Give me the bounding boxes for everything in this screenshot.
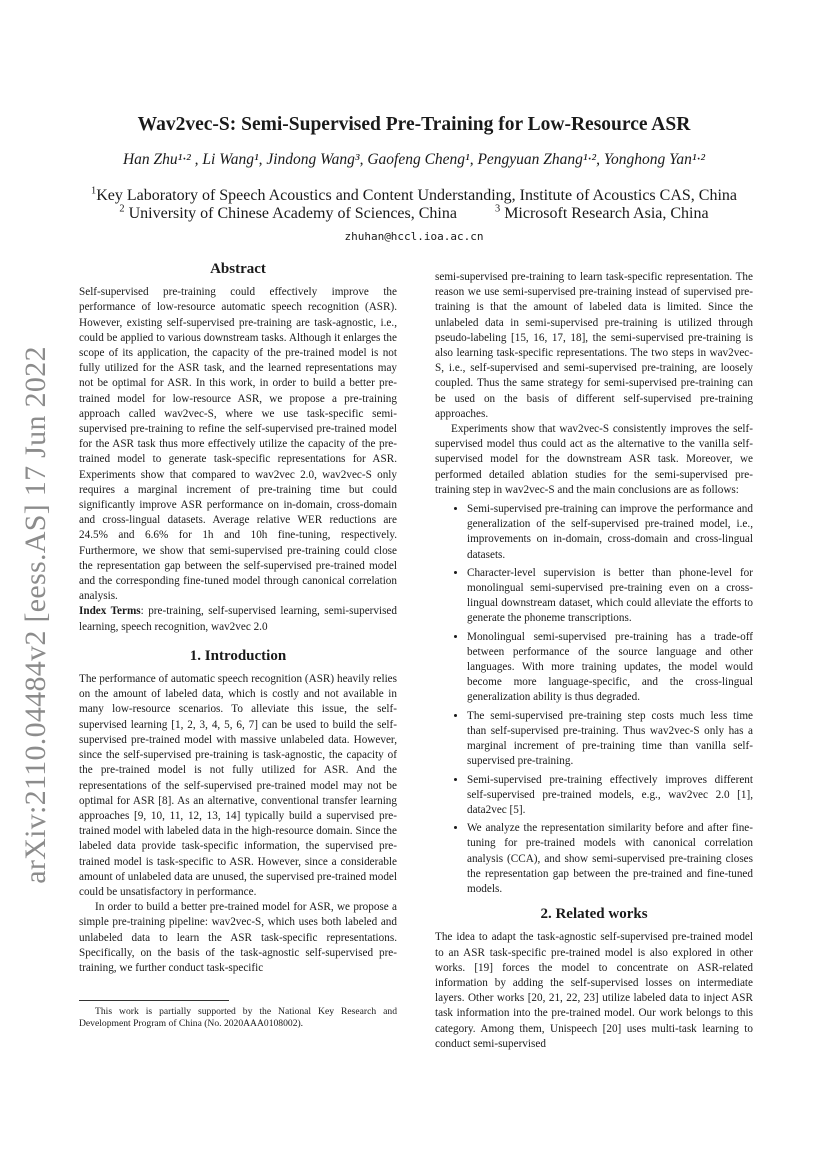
list-item: • We analyze the representation similarity before and after fine-tuning for pre-trained models with canonical correlation analysis (CCA), and show semi-supervised pre-training closes the representation gap between the pre-trained and fine-tuned models. xyxy=(467,821,753,897)
affiliation-1: $^1$Key Laboratory of Speech Acoustics and Content Understanding, Institute of Acoustics CAS, China xyxy=(91,185,737,204)
list-item: • The semi-supervised pre-training step costs much less time than self-supervised pre-training. Thus wav2vec-S only has a marginal increment of pre-training time than vanilla self-supervised pre-training. xyxy=(467,709,753,770)
author-list: Han Zhu¹·² , Li Wang¹, Jindong Wang³, Gaofeng Cheng¹, Pengyuan Zhang¹·², Yonghong Yan¹·² xyxy=(122,151,706,168)
introduction-heading: 1. Introduction xyxy=(189,647,287,664)
footnote-divider xyxy=(79,1000,229,1001)
left-column xyxy=(79,262,397,976)
related-works-heading: 2. Related works xyxy=(540,906,648,923)
list-item: • Character-level supervision is better than phone-level for monolingual semi-supervised pre-training even on a cross-lingual downstream dataset, which could alleviate the efforts to generate the phoneme transcriptions. xyxy=(467,566,753,627)
paper-title: Wav2vec-S: Semi-Supervised Pre-Training for Low-Resource ASR xyxy=(137,114,691,135)
funding-footnote: This work is partially supported by the National Key Research and Development Program of China (No. 2020AAA0108002). xyxy=(79,1006,397,1029)
right-paragraph-1: semi-supervised pre-training to learn task-specific representation. The reason we use semi-supervised pre-training instead of supervised pre-training is that the amount of labeled data is limited. Since the unlabeled data in semi-supervised pre-training is utilized through pseudo-labeling [15, 16, 17, 18], the semi-supervised pre-training is also learning task-specific representations. The two steps in wav2vec-S, i.e., self-supervised and semi-supervised pre-training, are loosely coupled. Thus the same strategy for semi-supervised pre-training can be used on the basis of different self-supervised pre-training approaches. xyxy=(435,271,753,420)
right-column xyxy=(435,270,753,1052)
intro-paragraph-1: The performance of automatic speech recognition (ASR) heavily relies on the amount of labeled data, which is costly and not available in many low-resource scenarios. To alleviate this issue, the self-supervised learning [1, 2, 3, 4, 5, 6, 7] can be used to build the self-supervised pre-trained model with massive unlabeled data. However, since the self-supervised pre-training is task-agnostic, the capacity of the pre-trained model is not fully utilized for ASR. And the representations of the self-supervised pre-trained model may not be optimal for ASR [8]. As an alternative, conventional transfer learning approaches [9, 10, 11, 12, 13, 14] typically build a supervised pre-trained model with labeled data in the high-resource domain. Since the labeled data provide task-specific information, the supervised pre-trained model is task-specific to ASR. However, since a considerable amount of unlabeled data are unused, the supervised pre-trained model could be unsatisfactory in performance. xyxy=(79,673,397,898)
list-item: • Semi-supervised pre-training can improve the performance and generalization of the self-supervised pre-trained model, i.e., improvements on in-domain, cross-domain and cross-lingual datasets. xyxy=(467,502,753,563)
affiliation-2-3: $^2$ University of Chinese Academy of Sciences, China $^3$ Microsoft Research Asia, China xyxy=(119,203,709,222)
abstract-heading: Abstract xyxy=(210,261,266,277)
intro-paragraph-2: In order to build a better pre-trained model for ASR, we propose a simple pre-training pipeline: wav2vec-S, which uses both labeled and unlabeled data to learn the ASR task-specific representations. Specifically, on the basis of the task-agnostic self-supervised pre-training, we further conduct task-specific xyxy=(79,901,397,974)
conclusion-list xyxy=(435,502,753,897)
arxiv-identifier: arXiv:2110.04484v2 [eess.AS] 17 Jun 2022 xyxy=(19,346,52,884)
related-works-text: The idea to adapt the task-agnostic self-supervised pre-trained model to an ASR task-specific pre-trained model is also explored in other works. [19] forces the model to concentrate on ASR-related information by adding the self-supervised losses on intermediate layers. Other works [20, 21, 22, 23] utilize labeled data to inject ASR task information into the pre-trained model. Our work belongs to this category. Among them, Unispeech [20] uses multi-task learning to conduct semi-supervised xyxy=(435,931,753,1050)
author-email: zhuhan@hccl.ioa.ac.cn xyxy=(344,230,484,243)
list-item: • Monolingual semi-supervised pre-training has a trade-off between performance of the source language and other languages. With more training updates, the model would become more language-specific, and the cross-lingual generalization ability is thus degraded. xyxy=(467,630,753,706)
index-terms: Index Terms: pre-training, self-supervised learning, semi-supervised learning, speech recognition, wav2vec 2.0 xyxy=(79,605,397,633)
abstract-text: Self-supervised pre-training could effectively improve the performance of low-resource automatic speech recognition (ASR). However, existing self-supervised pre-training are task-agnostic, i.e., could be applied to various downstream tasks. Although it enlarges the scope of its application, the capacity of the pre-trained model is not fully utilized for the ASR task, and the learned representations may not be optimal for ASR. In this work, in order to build a better pre-trained model for low-resource ASR, we propose a pre-training approach called wav2vec-S, where we use task-specific semi-supervised pre-training to refine the self-supervised pre-trained model for the ASR task thus more effectively utilize the capacity of the pre-trained model to generate task-specific representations for ASR. Experiments show that compared to wav2vec 2.0, wav2vec-S only requires a marginal increment of pre-training time but could significantly improve ASR performance on in-domain, cross-domain and cross-lingual datasets. Average relative WER reductions are 24.5% and 6.6% for 1h and 10h fine-tuning, respectively. Furthermore, we show that semi-supervised pre-training could close the representation gap between the self-supervised pre-trained model and the corresponding fine-tuned model through canonical correlation analysis. xyxy=(79,286,397,603)
right-paragraph-2: Experiments show that wav2vec-S consistently improves the self-supervised model thus could act as the alternative to the vanilla self-supervised model for the downstream ASR task. Moreover, we performed detailed ablation studies for the semi-supervised pre-training step in wav2vec-S and the main conclusions are as follows: xyxy=(435,423,753,496)
list-item: • Semi-supervised pre-training effectively improves different self-supervised pre-trained models, e.g., wav2vec 2.0 [1], data2vec [5]. xyxy=(467,773,753,819)
arxiv-sidebar-stamp xyxy=(16,346,56,884)
